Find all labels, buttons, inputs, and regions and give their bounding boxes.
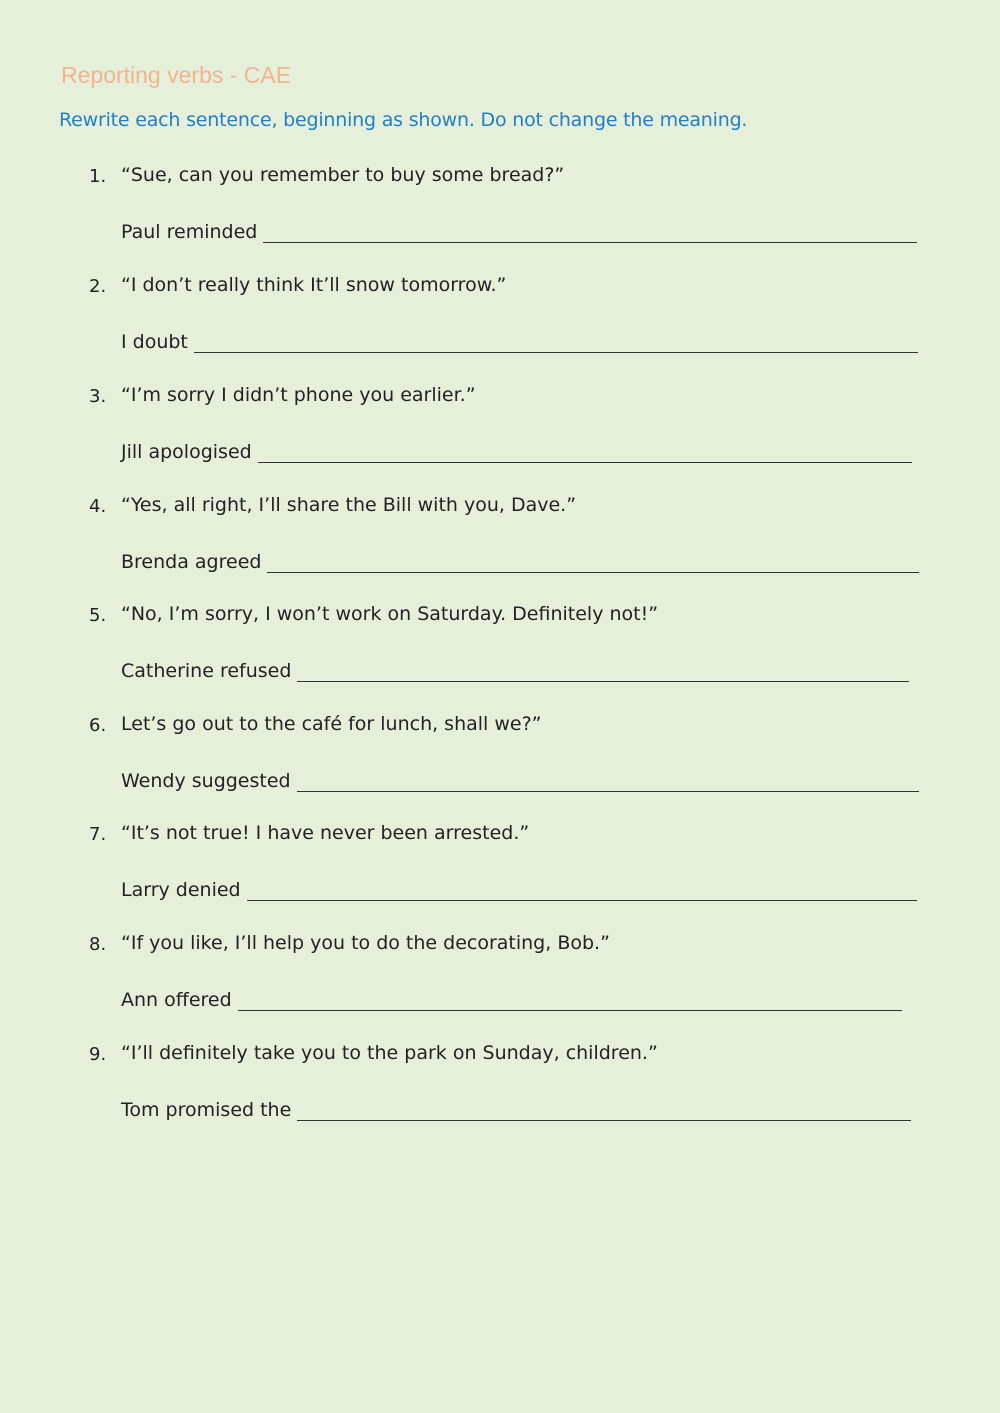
item-quote: “No, I’m sorry, I won’t work on Saturday. Definitely not!” xyxy=(121,603,659,625)
exercise-item-3 xyxy=(0,386,1000,496)
item-quote: “If you like, I’ll help you to do the decorating, Bob.” xyxy=(121,932,610,954)
answer-row xyxy=(121,657,909,683)
answer-prompt: Tom promised the xyxy=(121,1099,292,1121)
answer-field-9[interactable] xyxy=(297,1100,911,1121)
answer-prompt: Jill apologised xyxy=(121,441,252,463)
item-number: 6. xyxy=(89,715,107,736)
item-quote: “I’m sorry I didn’t phone you earlier.” xyxy=(121,384,476,406)
answer-prompt: Ann offered xyxy=(121,989,232,1011)
item-quote: “I’ll definitely take you to the park on Sunday, children.” xyxy=(121,1042,658,1064)
answer-field-2[interactable] xyxy=(194,332,918,353)
exercise-item-8 xyxy=(0,934,1000,1044)
answer-field-8[interactable] xyxy=(238,990,902,1011)
answer-field-5[interactable] xyxy=(297,661,909,682)
answer-row xyxy=(121,548,919,574)
item-quote: “Yes, all right, I’ll share the Bill with you, Dave.” xyxy=(121,494,577,516)
item-number: 7. xyxy=(89,824,107,845)
exercise-item-6 xyxy=(0,715,1000,825)
exercise-item-4 xyxy=(0,496,1000,606)
answer-row xyxy=(121,218,917,244)
item-quote: “I don’t really think It’ll snow tomorrow.” xyxy=(121,274,507,296)
exercise-item-2 xyxy=(0,276,1000,386)
answer-prompt: Brenda agreed xyxy=(121,551,262,573)
answer-prompt: Catherine refused xyxy=(121,660,292,682)
answer-row xyxy=(121,876,917,902)
answer-row xyxy=(121,767,919,793)
item-number: 9. xyxy=(89,1044,107,1065)
worksheet-title: Reporting verbs - CAE xyxy=(61,62,292,88)
answer-row xyxy=(121,328,918,354)
answer-row xyxy=(121,1096,911,1122)
answer-field-7[interactable] xyxy=(247,880,917,901)
answer-prompt: I doubt xyxy=(121,331,188,353)
exercise-item-7 xyxy=(0,824,1000,934)
answer-field-6[interactable] xyxy=(297,771,919,792)
item-number: 2. xyxy=(89,276,107,297)
exercise-item-1 xyxy=(0,166,1000,276)
item-quote: Let’s go out to the café for lunch, shall we?” xyxy=(121,713,542,735)
answer-row xyxy=(121,986,902,1012)
item-quote: “It’s not true! I have never been arrested.” xyxy=(121,822,530,844)
answer-prompt: Wendy suggested xyxy=(121,770,291,792)
item-number: 4. xyxy=(89,496,107,517)
exercise-item-5 xyxy=(0,605,1000,715)
item-number: 8. xyxy=(89,934,107,955)
item-quote: “Sue, can you remember to buy some bread?” xyxy=(121,164,565,186)
exercise-item-9 xyxy=(0,1044,1000,1154)
answer-prompt: Paul reminded xyxy=(121,221,258,243)
answer-field-3[interactable] xyxy=(258,442,912,463)
answer-field-4[interactable] xyxy=(267,552,919,573)
item-number: 3. xyxy=(89,386,107,407)
instructions-text: Rewrite each sentence, beginning as shown. Do not change the meaning. xyxy=(59,109,748,131)
answer-row xyxy=(121,438,912,464)
answer-field-1[interactable] xyxy=(263,222,917,243)
item-number: 5. xyxy=(89,605,107,626)
answer-prompt: Larry denied xyxy=(121,879,241,901)
item-number: 1. xyxy=(89,166,107,187)
